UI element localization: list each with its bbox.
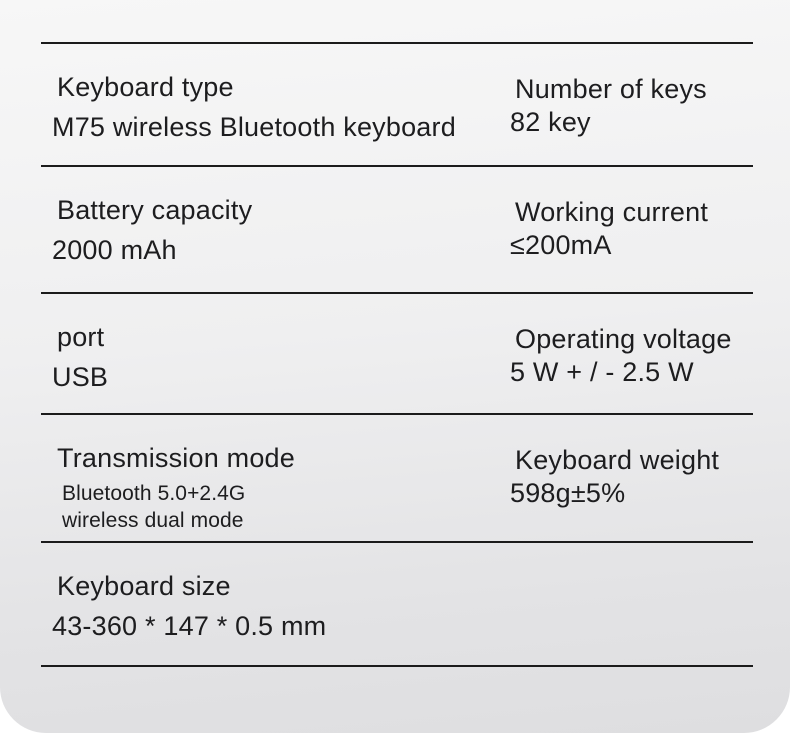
spec-cell <box>52 443 510 541</box>
spec-value: 598g±5% <box>510 478 626 508</box>
spec-row-size <box>0 541 790 665</box>
spec-label: Keyboard weight <box>515 445 720 475</box>
spec-label: port <box>57 322 105 352</box>
spec-value: 2000 mAh <box>52 235 177 265</box>
spec-row-battery <box>0 165 790 292</box>
spec-label: Battery capacity <box>57 195 253 225</box>
spec-value: wireless dual mode <box>62 509 244 532</box>
spec-cell <box>510 443 790 541</box>
spec-cell <box>510 72 790 165</box>
spec-row-transmission <box>0 413 790 541</box>
bottom-margin <box>0 733 790 754</box>
spec-label: Working current <box>515 197 709 227</box>
spec-row-keyboard-type <box>0 42 790 165</box>
spec-value: USB <box>52 362 109 392</box>
spec-cell <box>52 195 510 292</box>
spec-label: Transmission mode <box>57 443 295 473</box>
spec-value: ≤200mA <box>510 230 612 260</box>
spec-cell <box>52 72 510 165</box>
spec-cell <box>52 322 510 413</box>
spec-value: 82 key <box>510 107 591 137</box>
spec-label: Keyboard size <box>57 571 231 601</box>
divider <box>41 665 753 667</box>
spec-cell <box>510 195 790 292</box>
spec-label: Operating voltage <box>515 324 732 354</box>
spec-value: 5 W + / - 2.5 W <box>510 357 694 387</box>
spec-cell <box>510 571 790 665</box>
spec-value: M75 wireless Bluetooth keyboard <box>52 112 456 142</box>
spec-cell <box>52 571 510 665</box>
spec-value: Bluetooth 5.0+2.4G <box>62 482 246 505</box>
spec-label: Keyboard type <box>57 72 234 102</box>
spec-label: Number of keys <box>515 74 707 104</box>
spec-value: 43-360 * 147 * 0.5 mm <box>52 611 327 641</box>
spec-row-port <box>0 292 790 413</box>
spec-cell <box>510 322 790 413</box>
